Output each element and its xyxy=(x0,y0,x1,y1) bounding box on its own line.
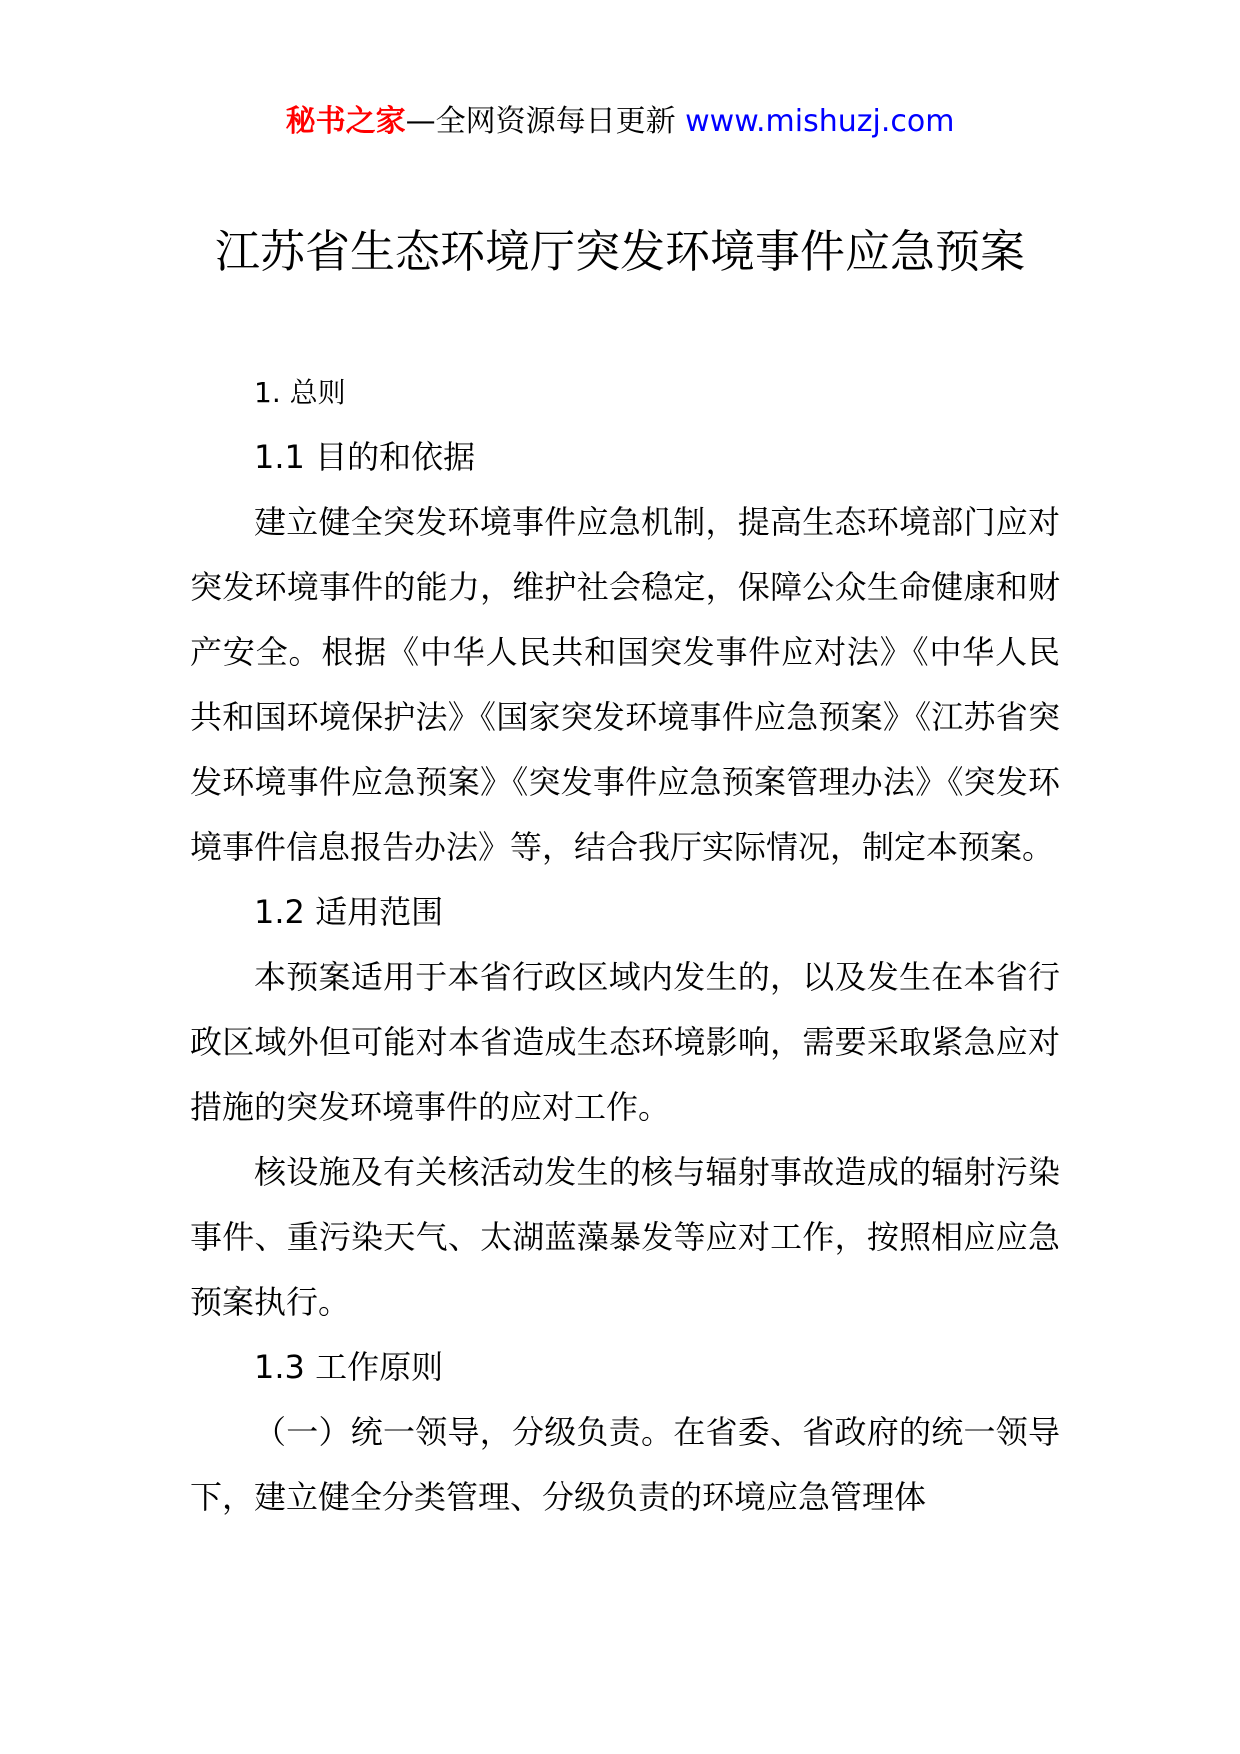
site-header xyxy=(0,100,1240,144)
header-tagline: —全网资源每日更新 xyxy=(405,104,676,139)
section-heading-general: 1. 总则 xyxy=(254,376,346,409)
paragraph-scope: 本预案适用于本省行政区域内发生的，以及发生在本省行政区域外但可能对本省造成生态环境影响，需要采取紧急应对措施的突发环境事件的应对工作。 xyxy=(190,958,1060,1126)
section-heading-purpose: 1.1 目的和依据 xyxy=(254,438,476,476)
paragraph-purpose: 建立健全突发环境事件应急机制，提高生态环境部门应对突发环境事件的能力，维护社会稳定，保障公众生命健康和财产安全。根据《中华人民共和国突发事件应对法》《中华人民共和国环境保护法》《国家突发环境事件应急预案》《江苏省突发环境事件应急预案》《突发事件应急预案管理办法》《突发环境事件信息报告办法》等，结合我厅实际情况，制定本预案。 xyxy=(190,503,1060,866)
section-heading-principles: 1.3 工作原则 xyxy=(254,1348,444,1386)
document-body xyxy=(190,360,1060,1530)
paragraph-principle-one: （一）统一领导，分级负责。在省委、省政府的统一领导下，建立健全分类管理、分级负责的环境应急管理体 xyxy=(190,1413,1060,1516)
paragraph-scope-exclusions: 核设施及有关核活动发生的核与辐射事故造成的辐射污染事件、重污染天气、太湖蓝藻暴发等应对工作，按照相应应急预案执行。 xyxy=(190,1153,1060,1321)
brand-name: 秘书之家 xyxy=(285,104,406,139)
section-heading-scope: 1.2 适用范围 xyxy=(254,893,444,931)
document-title: 江苏省生态环境厅突发环境事件应急预案 xyxy=(214,225,1025,278)
site-url-link[interactable]: www.mishuzj.com xyxy=(685,104,955,139)
